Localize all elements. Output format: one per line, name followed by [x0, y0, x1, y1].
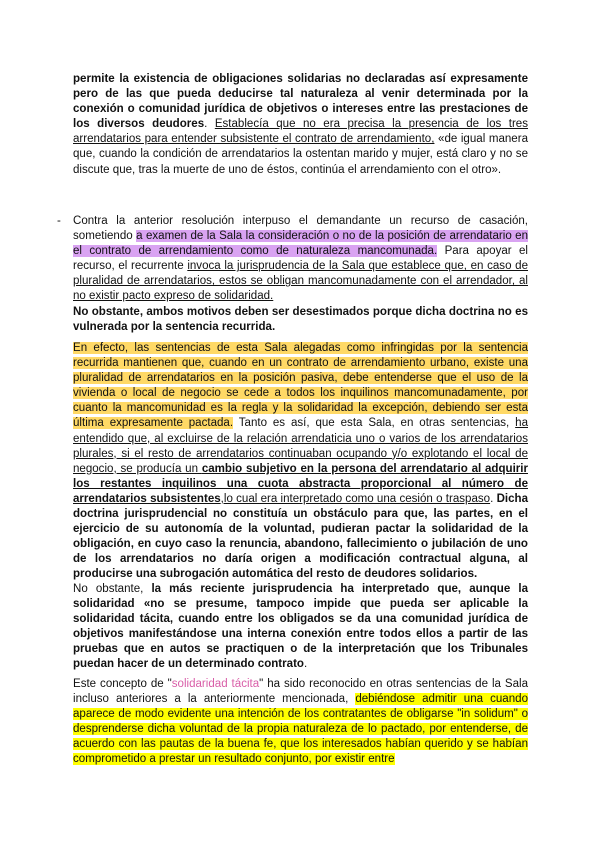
- paragraph-tacit-solidarity: [73, 677, 528, 768]
- underlined-text: ha entendido que, al excluirse de la relación arrendaticia uno o varios de los arrendatarios plurales, si el resto de arrendatarios continuaban ocupando y/o explotando el local de negocio, se producía un: [73, 417, 528, 475]
- underlined-text: ,lo cual era interpretado como una cesión o traspaso: [220, 492, 491, 505]
- orange-highlight-text: En efecto, las sentencias de esta Sala alegadas como infringidas por la sentencia recurrida mantienen que, cuando en un contrato de arrendamiento urbano, existe una pluralidad de arrendatarios en la posición pasiva, debe entenderse que el uso de la vivienda o local de negocio se cede a todos los inquilinos mancomunadamente, por cuanto la mancomunidad es la regla y la solidaridad la excepción, debiendo ser esta última expresamente pactada.: [73, 342, 528, 430]
- paragraph-dismissal: No obstante, ambos motivos deben ser desestimados porque dicha doctrina no es vulnerada por la sentencia recurrida.: [73, 306, 528, 334]
- bold-underlined-text: cambio subjetivo en la persona del arrendatario al adquirir los restantes inquilinos una cuota abstracta proporcional al número de arrendatarios subsistentes: [73, 462, 528, 505]
- plain-text: Tanto es así, que esta Sala, en otras sentencias,: [233, 417, 516, 430]
- plain-text: No obstante,: [73, 583, 152, 595]
- underlined-text: Establecía que no era precisa la presencia de los tres arrendatarios para entender subsistente el contrato de arrendamiento,: [73, 118, 529, 146]
- bullet-dash: -: [57, 215, 61, 227]
- plain-text: .: [303, 658, 308, 671]
- plain-text: Para apoyar el recurso, el recurrente: [73, 245, 528, 273]
- plain-text: «de igual manera que, cuando la condición de arrendatarios la ostentan marido y mujer, está claro y no se discute que, tras la muerte de uno de éstos, continúa el arrendamiento con el otro».: [73, 133, 528, 176]
- paragraph-appeal: [73, 214, 528, 305]
- bold-doctrine-text: permite la existencia de obligaciones solidarias no declaradas así expresamente pero de las que pueda deducirse tal naturaleza al venir determinada por la conexión o comunidad jurídica de objetivos o intereses entre las prestaciones de los diversos deudores: [73, 73, 528, 131]
- paragraph-solidarity-doctrine: [73, 72, 528, 178]
- plain-text: Este concepto de ": [73, 678, 172, 690]
- plain-text: Contra la anterior resolución interpuso el demandante un recurso de casación, sometiendo: [73, 215, 528, 243]
- yellow-highlight-text: debiéndose admitir una cuando aparece de modo evidente una intención de los contratantes de obligarse "in solidum" o desprenderse dicha voluntad de la propia naturaleza de lo pactado, por entenderse, de acuerdo con las pautas de la buena fe, que los interesados habían querido y se habían comprometido a prestar un resultado conjunto, por existir entre: [73, 693, 528, 766]
- underlined-text: invoca la jurisprudencia de la Sala que establece que, en caso de pluralidad de arrendatarios, estos se obligan mancomunadamente con el arrendador, al no existir pacto expreso de solidaridad.: [73, 260, 529, 303]
- pink-term-text: solidaridad tácita: [171, 678, 260, 690]
- paragraph-jurisprudence: [73, 341, 528, 583]
- bold-text: Dicha doctrina jurisprudencial no constituía un obstáculo para que, las partes, en el ejercicio de su autonomía de la voluntad, pudieran pactar la solidaridad de la obligación, en cuyo caso la renuncia, abandono, fallecimiento o jubilación de uno de los arrendatarios no daría origen a modificación contractual alguna, al producirse una subrogación automática del resto de deudores solidarios.: [73, 492, 529, 581]
- plain-text: " ha sido reconocido en otras sentencias de la Sala incluso anteriores a la anteriormente mencionada,: [73, 678, 528, 706]
- purple-highlight-text: a examen de la Sala la consideración o no de la posición de arrendatario en el contrato de arrendamiento como de naturaleza mancomunada.: [73, 230, 529, 258]
- plain-text: .: [490, 492, 497, 505]
- plain-text: .: [204, 118, 215, 131]
- paragraph-recent-jurisprudence: [73, 582, 528, 673]
- bold-text: la más reciente jurisprudencia ha interpretado que, aunque la solidaridad «no se presume, tampoco impide que pueda ser aplicable la solidaridad tácita, cuando entre los obligados se da una comunidad jurídica de objetivos manifestándose una interna conexión entre todos ellos a partir de las pruebas que en autos se practiquen o de la interpretación que los Tribunales puedan hacer de un determinado contrato: [73, 583, 528, 671]
